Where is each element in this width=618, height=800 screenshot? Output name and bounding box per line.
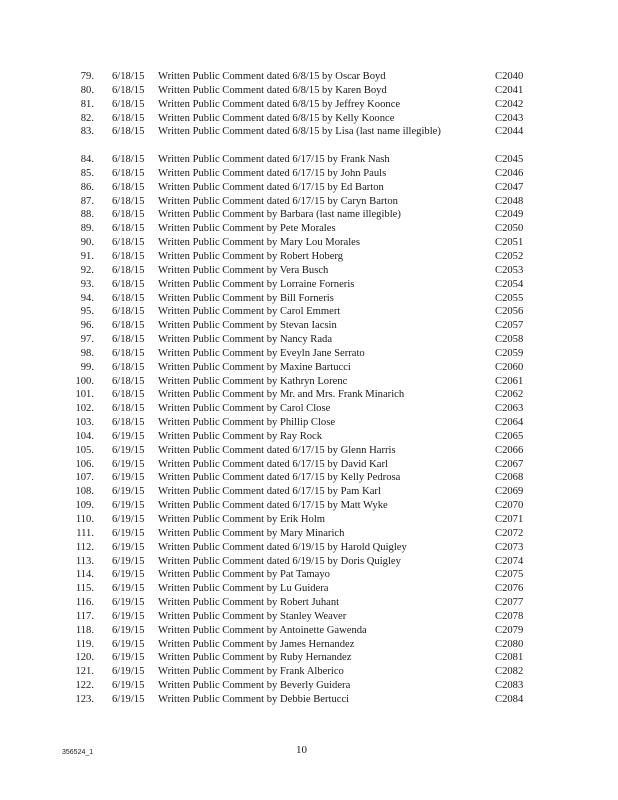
footer-document-id: 356524_1 (62, 749, 94, 756)
entry-description: Written Public Comment by Mary Minarich (158, 527, 345, 539)
list-item (0, 527, 618, 541)
entry-number: 120. (75, 652, 94, 664)
list-item (0, 568, 618, 582)
entry-description: Written Public Comment by Beverly Guidera (158, 680, 351, 692)
entry-number: 99. (80, 361, 94, 373)
entry-number: 117. (75, 610, 94, 622)
entry-doc-id: C2068 (495, 472, 524, 484)
entry-description: Written Public Comment by Stanley Weaver (158, 610, 347, 622)
entry-doc-id: C2073 (495, 541, 524, 553)
entry-date: 6/18/15 (112, 84, 145, 96)
entry-date: 6/18/15 (112, 223, 145, 235)
list-item (0, 693, 618, 707)
entry-doc-id: C2054 (495, 278, 524, 290)
list-item (0, 471, 618, 485)
entry-description: Written Public Comment by Bill Forneris (158, 292, 334, 304)
list-item (0, 513, 618, 527)
entry-number: 83. (80, 126, 94, 138)
entry-number: 79. (80, 71, 94, 82)
entry-doc-id: C2076 (495, 583, 524, 595)
entry-description: Written Public Comment by Pete Morales (158, 223, 336, 235)
entry-doc-id: C2067 (495, 458, 524, 470)
entry-date: 6/18/15 (112, 278, 145, 290)
entry-doc-id: C2078 (495, 610, 524, 622)
entry-doc-id: C2070 (495, 500, 524, 512)
entry-date: 6/18/15 (112, 195, 145, 207)
entry-number: 96. (80, 320, 94, 332)
entry-description: Written Public Comment by Mr. and Mrs. Frank Minarich (158, 389, 405, 401)
entry-description: Written Public Comment by Vera Busch (158, 264, 329, 276)
list-item (0, 651, 618, 665)
entry-description: Written Public Comment by Phillip Close (158, 417, 336, 429)
entry-list (0, 70, 618, 707)
list-item (0, 402, 618, 416)
entry-description: Written Public Comment by Ruby Hernandez (158, 652, 352, 664)
entry-number: 106. (75, 458, 94, 470)
entry-number: 105. (75, 444, 94, 456)
list-item (0, 665, 618, 679)
entry-doc-id: C2048 (495, 195, 524, 207)
list-item (0, 458, 618, 472)
entry-date: 6/19/15 (112, 444, 145, 456)
entry-doc-id: C2061 (495, 375, 524, 387)
entry-date: 6/18/15 (112, 167, 145, 179)
entry-doc-id: C2071 (495, 514, 524, 525)
entry-date: 6/19/15 (112, 555, 145, 567)
entry-number: 101. (75, 389, 94, 401)
entry-doc-id: C2040 (495, 71, 524, 82)
entry-number: 112. (75, 541, 94, 553)
entry-number: 122. (75, 680, 94, 692)
entry-number: 113. (75, 555, 94, 567)
entry-description: Written Public Comment by Eveyln Jane Serrato (158, 347, 365, 359)
entry-date: 6/18/15 (112, 250, 145, 262)
list-item (0, 84, 618, 98)
entry-doc-id: C2065 (495, 430, 524, 442)
entry-date: 6/18/15 (112, 403, 145, 415)
entry-description: Written Public Comment dated 6/17/15 by David Karl (158, 458, 388, 470)
list-item (0, 333, 618, 347)
entry-description: Written Public Comment by Erik Holm (158, 514, 325, 525)
entry-description: Written Public Comment by Barbara (last name illegible) (158, 209, 401, 221)
entry-doc-id: C2045 (495, 154, 524, 166)
list-item (0, 222, 618, 236)
list-item (0, 125, 618, 153)
entry-doc-id: C2055 (495, 292, 524, 304)
entry-description: Written Public Comment dated 6/17/15 by John Pauls (158, 167, 387, 179)
entry-number: 98. (80, 347, 94, 359)
list-item (0, 499, 618, 513)
entry-date: 6/18/15 (112, 292, 145, 304)
entry-description: Written Public Comment by Robert Hoberg (158, 250, 344, 262)
entry-number: 114. (75, 569, 94, 581)
entry-date: 6/19/15 (112, 583, 145, 595)
entry-number: 94. (80, 292, 94, 304)
entry-doc-id: C2057 (495, 320, 524, 332)
entry-doc-id: C2059 (495, 347, 524, 359)
entry-number: 107. (75, 472, 94, 484)
entry-date: 6/18/15 (112, 237, 145, 249)
entry-doc-id: C2050 (495, 223, 524, 235)
entry-description: Written Public Comment by Mary Lou Morales (158, 237, 361, 249)
entry-doc-id: C2056 (495, 306, 524, 318)
entry-doc-id: C2053 (495, 264, 524, 276)
page-number: 10 (296, 744, 307, 756)
entry-number: 111. (76, 527, 94, 539)
entry-number: 82. (80, 112, 94, 124)
list-item (0, 375, 618, 389)
entry-date: 6/18/15 (112, 306, 145, 318)
entry-number: 80. (80, 84, 94, 96)
entry-description: Written Public Comment dated 6/17/15 by Kelly Pedrosa (158, 472, 401, 484)
entry-description: Written Public Comment by Pat Tamayo (158, 569, 330, 581)
entry-description: Written Public Comment by Stevan Iacsin (158, 320, 337, 332)
entry-doc-id: C2084 (495, 693, 524, 705)
entry-number: 90. (80, 237, 94, 249)
entry-doc-id: C2083 (495, 680, 524, 692)
entry-description: Written Public Comment dated 6/8/15 by Karen Boyd (158, 84, 387, 96)
entry-date: 6/19/15 (112, 680, 145, 692)
list-item (0, 264, 618, 278)
entry-doc-id: C2082 (495, 666, 524, 678)
entry-number: 115. (75, 583, 94, 595)
entry-description: Written Public Comment by Robert Juhant (158, 597, 340, 609)
entry-number: 87. (80, 195, 94, 207)
entry-description: Written Public Comment by Debbie Bertucci (158, 693, 350, 705)
entry-number: 86. (80, 181, 94, 193)
entry-date: 6/19/15 (112, 652, 145, 664)
entry-date: 6/18/15 (112, 98, 145, 110)
entry-date: 6/19/15 (112, 693, 145, 705)
list-item (0, 319, 618, 333)
entry-description: Written Public Comment by Maxine Bartucci (158, 361, 351, 373)
entry-description: Written Public Comment dated 6/8/15 by Lisa (last name illegible) (158, 126, 441, 138)
entry-date: 6/19/15 (112, 569, 145, 581)
entry-number: 121. (75, 666, 94, 678)
entry-number: 104. (75, 430, 94, 442)
entry-description: Written Public Comment dated 6/17/15 by Matt Wyke (158, 500, 388, 512)
list-item (0, 582, 618, 596)
entry-doc-id: C2077 (495, 597, 524, 609)
entry-date: 6/18/15 (112, 417, 145, 429)
entry-date: 6/18/15 (112, 126, 145, 138)
entry-description: Written Public Comment dated 6/19/15 by Harold Quigley (158, 541, 407, 553)
entry-date: 6/19/15 (112, 527, 145, 539)
list-item (0, 610, 618, 624)
entry-number: 118. (75, 624, 94, 636)
list-item (0, 485, 618, 499)
entry-number: 103. (75, 417, 94, 429)
list-item (0, 278, 618, 292)
entry-doc-id: C2069 (495, 486, 524, 498)
entry-number: 92. (80, 264, 94, 276)
entry-date: 6/18/15 (112, 347, 145, 359)
entry-number: 88. (80, 209, 94, 221)
entry-doc-id: C2063 (495, 403, 524, 415)
entry-doc-id: C2075 (495, 569, 524, 581)
entry-doc-id: C2079 (495, 624, 524, 636)
entry-date: 6/19/15 (112, 458, 145, 470)
entry-date: 6/18/15 (112, 389, 145, 401)
entry-date: 6/19/15 (112, 486, 145, 498)
entry-date: 6/19/15 (112, 638, 145, 650)
entry-number: 93. (80, 278, 94, 290)
entry-date: 6/18/15 (112, 375, 145, 387)
entry-doc-id: C2049 (495, 209, 524, 221)
list-item (0, 112, 618, 126)
list-item (0, 153, 618, 167)
list-item (0, 361, 618, 375)
entry-description: Written Public Comment dated 6/8/15 by Kelly Koonce (158, 112, 395, 124)
entry-number: 97. (80, 334, 94, 346)
list-item (0, 555, 618, 569)
entry-doc-id: C2043 (495, 112, 524, 124)
entry-description: Written Public Comment by Ray Rock (158, 430, 323, 442)
entry-date: 6/18/15 (112, 209, 145, 221)
entry-description: Written Public Comment dated 6/17/15 by Glenn Harris (158, 444, 396, 456)
entry-description: Written Public Comment dated 6/19/15 by Doris Quigley (158, 555, 401, 567)
list-item (0, 679, 618, 693)
entry-doc-id: C2046 (495, 167, 524, 179)
entry-date: 6/19/15 (112, 624, 145, 636)
entry-doc-id: C2080 (495, 638, 524, 650)
entry-date: 6/19/15 (112, 500, 145, 512)
entry-doc-id: C2060 (495, 361, 524, 373)
entry-description: Written Public Comment dated 6/8/15 by Jeffrey Koonce (158, 98, 401, 110)
entry-number: 123. (75, 693, 94, 705)
entry-doc-id: C2044 (495, 126, 524, 138)
entry-date: 6/18/15 (112, 361, 145, 373)
entry-date: 6/18/15 (112, 154, 145, 166)
entry-description: Written Public Comment dated 6/17/15 by Pam Karl (158, 486, 381, 498)
entry-doc-id: C2052 (495, 250, 524, 262)
entry-description: Written Public Comment dated 6/17/15 by Ed Barton (158, 181, 384, 193)
list-item (0, 416, 618, 430)
entry-description: Written Public Comment by Carol Close (158, 403, 331, 415)
entry-doc-id: C2064 (495, 417, 524, 429)
list-item (0, 305, 618, 319)
entry-date: 6/18/15 (112, 181, 145, 193)
entry-description: Written Public Comment by Frank Alberico (158, 666, 344, 678)
list-item (0, 347, 618, 361)
list-item (0, 98, 618, 112)
entry-description: Written Public Comment by Kathryn Lorenc (158, 375, 348, 387)
list-item (0, 596, 618, 610)
entry-date: 6/19/15 (112, 430, 145, 442)
entry-doc-id: C2047 (495, 181, 524, 193)
entry-number: 91. (80, 250, 94, 262)
entry-description: Written Public Comment by Antoinette Gawenda (158, 624, 367, 636)
entry-doc-id: C2072 (495, 527, 524, 539)
list-item (0, 181, 618, 195)
list-item (0, 195, 618, 209)
entry-description: Written Public Comment dated 6/17/15 by Frank Nash (158, 154, 390, 166)
list-item (0, 167, 618, 181)
entry-doc-id: C2066 (495, 444, 524, 456)
entry-date: 6/18/15 (112, 320, 145, 332)
entry-number: 81. (80, 98, 94, 110)
list-item (0, 624, 618, 638)
entry-number: 95. (80, 306, 94, 318)
list-item (0, 250, 618, 264)
entry-date: 6/19/15 (112, 666, 145, 678)
list-item (0, 236, 618, 250)
entry-date: 6/18/15 (112, 112, 145, 124)
list-item (0, 638, 618, 652)
entry-number: 119. (75, 638, 94, 650)
entry-date: 6/18/15 (112, 334, 145, 346)
entry-doc-id: C2058 (495, 334, 524, 346)
entry-number: 109. (75, 500, 94, 512)
list-item (0, 444, 618, 458)
entry-number: 116. (75, 597, 94, 609)
entry-date: 6/19/15 (112, 541, 145, 553)
list-item (0, 208, 618, 222)
list-item (0, 70, 618, 84)
entry-description: Written Public Comment dated 6/17/15 by Caryn Barton (158, 195, 398, 207)
list-item (0, 292, 618, 306)
entry-description: Written Public Comment by Lu Guidera (158, 583, 329, 595)
entry-doc-id: C2051 (495, 237, 524, 249)
entry-date: 6/18/15 (112, 71, 145, 82)
entry-doc-id: C2042 (495, 98, 524, 110)
list-item (0, 430, 618, 444)
entry-date: 6/19/15 (112, 514, 145, 525)
entry-doc-id: C2062 (495, 389, 524, 401)
entry-number: 110. (75, 514, 94, 525)
entry-doc-id: C2074 (495, 555, 524, 567)
entry-number: 108. (75, 486, 94, 498)
entry-doc-id: C2041 (495, 84, 524, 96)
entry-number: 89. (80, 223, 94, 235)
entry-description: Written Public Comment by James Hernandez (158, 638, 355, 650)
entry-number: 84. (80, 154, 94, 166)
entry-description: Written Public Comment by Lorraine Forneris (158, 278, 355, 290)
entry-date: 6/19/15 (112, 610, 145, 622)
entry-date: 6/19/15 (112, 472, 145, 484)
entry-date: 6/18/15 (112, 264, 145, 276)
entry-date: 6/19/15 (112, 597, 145, 609)
entry-description: Written Public Comment dated 6/8/15 by Oscar Boyd (158, 71, 386, 82)
entry-description: Written Public Comment by Nancy Rada (158, 334, 333, 346)
entry-description: Written Public Comment by Carol Emmert (158, 306, 341, 318)
list-item (0, 388, 618, 402)
entry-number: 102. (75, 403, 94, 415)
list-item (0, 541, 618, 555)
entry-number: 100. (75, 375, 94, 387)
entry-number: 85. (80, 167, 94, 179)
entry-doc-id: C2081 (495, 652, 524, 664)
